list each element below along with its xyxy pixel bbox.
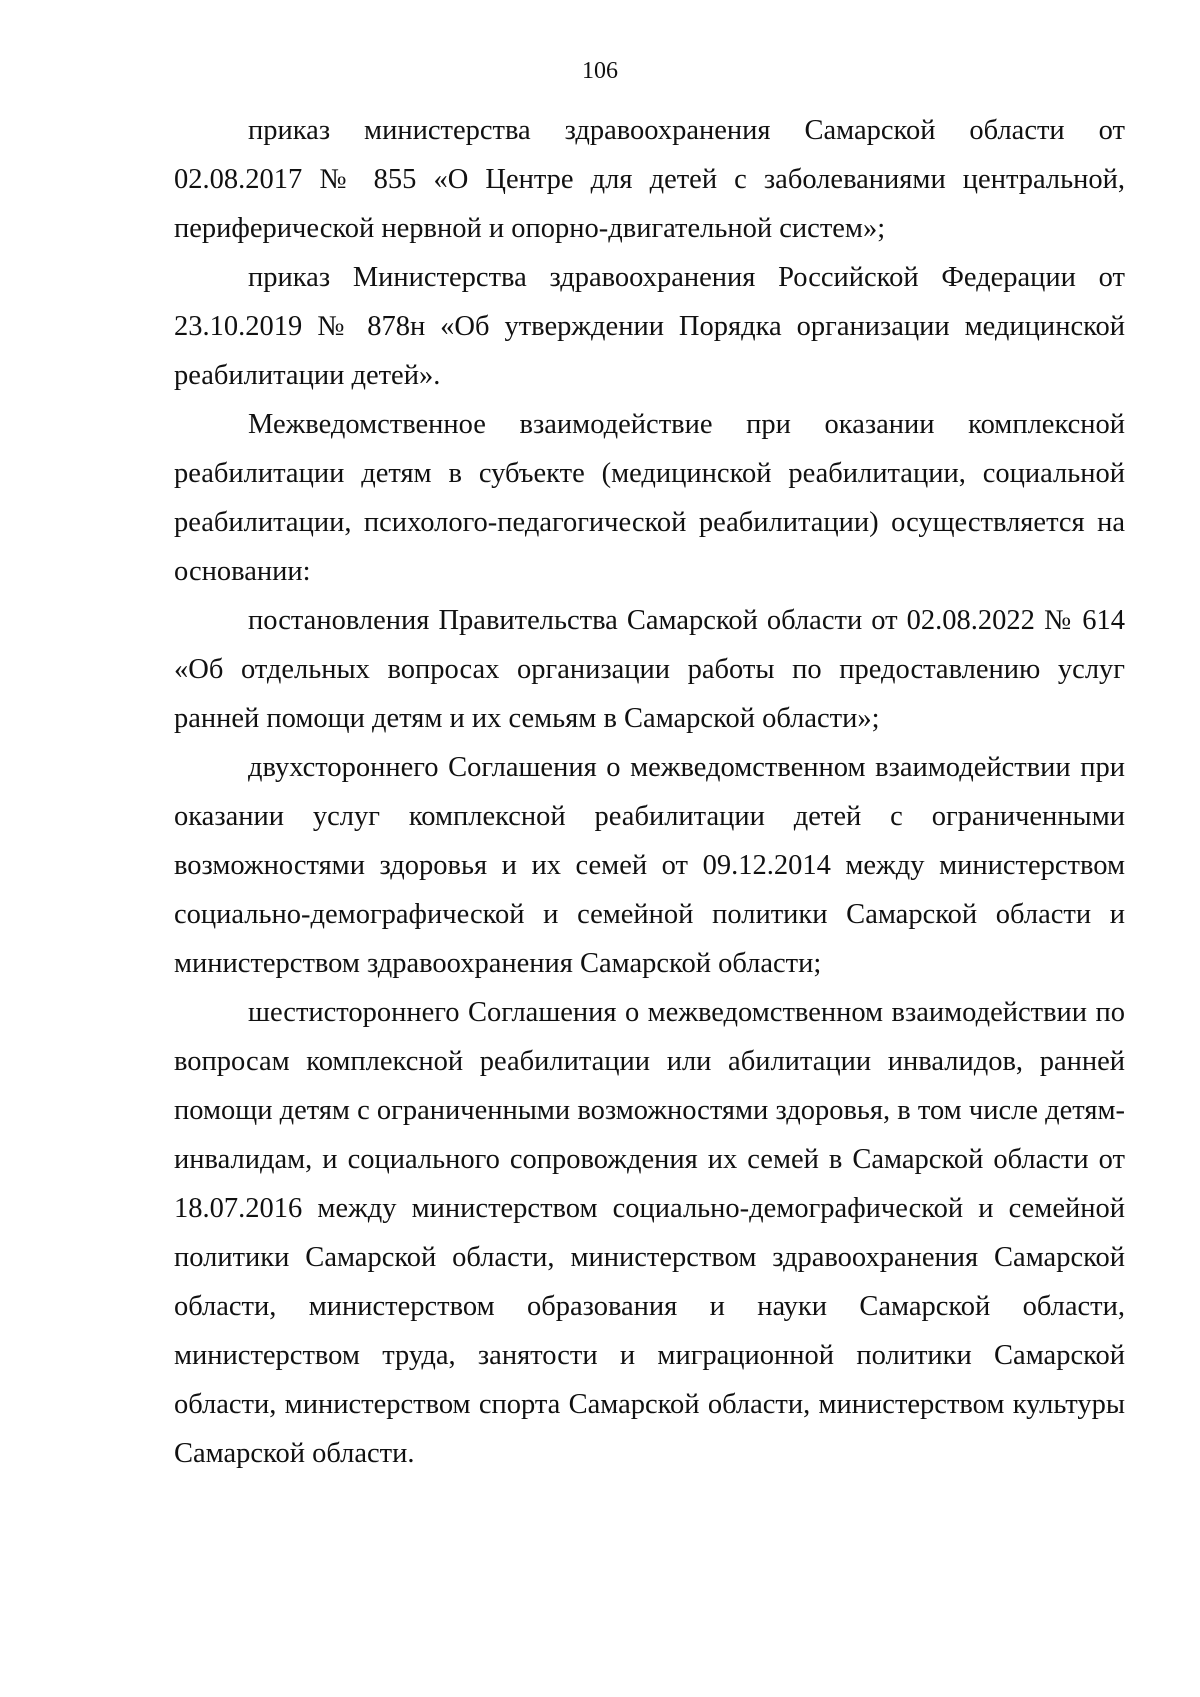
paragraph-resolution-614: постановления Правительства Самарской области от 02.08.2022 № 614 «Об отдельных вопросах организации работы по предоставлению услуг ранней помощи детям и их семьям в Самарской области»;	[174, 605, 1125, 734]
paragraph-bilateral-agreement: двухстороннего Соглашения о межведомственном взаимодействии при оказании услуг комплексной реабилитации детей с ограниченными возможностями здоровья и их семей от 09.12.2014 между министерством социально-демографической и семейной политики Самарской области и министерством здравоохранения Самарской области;	[174, 752, 1125, 979]
paragraph-interagency-basis: Межведомственное взаимодействие при оказании комплексной реабилитации детям в субъекте (медицинской реабилитации, социальной реабилитации, психолого-педагогической реабилитации) осуществляется на основании:	[174, 409, 1125, 587]
document-body	[174, 106, 1125, 1478]
paragraph-six-party-agreement: шестистороннего Соглашения о межведомственном взаимодействии по вопросам комплексной реабилитации или абилитации инвалидов, ранней помощи детям с ограниченными возможностями здоровья, в том числе детям-инвалидам, и социального сопровождения их семей в Самарской области от 18.07.2016 между министерством социально-демографической и семейной политики Самарской области, министерством здравоохранения Самарской области, министерством образования и науки Самарской области, министерством труда, занятости и миграционной политики Самарской области, министерством спорта Самарской области, министерством культуры Самарской области.	[174, 997, 1125, 1469]
page-number: 106	[582, 58, 618, 84]
paragraph-order-878n: приказ Министерства здравоохранения Российской Федерации от 23.10.2019 № 878н «Об утверждении Порядка организации медицинской реабилитации детей».	[174, 262, 1125, 391]
paragraph-order-855: приказ министерства здравоохранения Самарской области от 02.08.2017 № 855 «О Центре для детей с заболеваниями центральной, периферической нервной и опорно-двигательной систем»;	[174, 115, 1125, 244]
